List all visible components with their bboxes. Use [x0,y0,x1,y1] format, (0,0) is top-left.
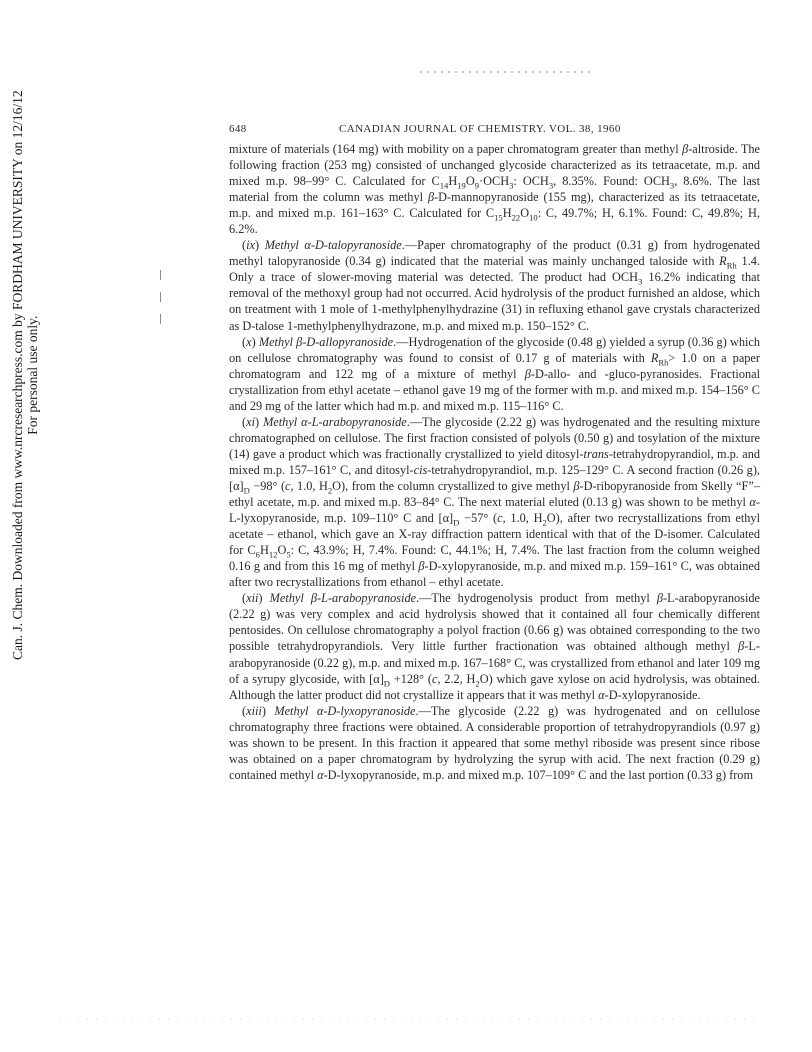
watermark-line-usage: For personal use only. [25,315,40,435]
article-body [229,141,760,783]
page-number: 648 [229,123,247,135]
download-watermark [10,90,40,660]
running-head: CANADIAN JOURNAL OF CHEMISTRY. VOL. 38, 1960 [339,123,621,135]
paragraph-continuation: mixture of materials (164 mg) with mobility on a paper chromatogram greater than methyl β-altroside. The following fraction (253 mg) consisted of unchanged glycoside characterized as its tetraacetate, m.p. and mixed m.p. 98–99° C. Calculated for $C_{14}H_{19}O_9\cdot OCH_3$: $OCH_3$, 8.35%. Found: $OCH_3$, 8.6%. The last material from the column was methyl β-D-mannopyranoside (155 mg), characterized as its tetraacetate, m.p. and mixed m.p. 161–163° C. Calculated for $C_{15}H_{22}O_{10}$: C, 49.7%; H, 6.1%. Found: C, 49.8%; H, 6.2%. [229,142,760,237]
paragraph-lyxopyranoside: (xiii) Methyl α-D-lyxopyranoside.—The glycoside (2.22 g) was hydrogenated and on cellulose chromatography three fractions were obtained. A considerable proportion of tetrahydropyrandiols (0.97 g) was shown to be present. In this fraction it appeared that some methyl riboside was present since ribose was obtained on a paper chromatogram by hydrolyzing the syrup with acid. The next fraction (0.29 g) contained methyl α-D-lyxopyranoside, m.p. and mixed m.p. 107–109° C and the last portion (0.33 g) from [229,703,761,782]
paragraph-alpha-arabopyranoside: (xi) Methyl α-L-arabopyranoside.—The glycoside (2.22 g) was hydrogenated and the resulting mixture chromatographed on cellulose. The first fraction consisted of polyols (0.50 g) and tosylation of the mixture (14) gave a product which was fractionally crystallized to yield ditosyl-trans-tetrahydropyrandiol, m.p. and mixed m.p. 157–161° C, and ditosyl-cis-tetrahydropyrandiol, m.p. 125–129° C. A second fraction (0.26 g), $[\alpha]_D -98^\circ$ (c, 1.0, $H_2O$), from the column crystallized to give methyl β-D-ribopyranoside from Skelly “F”–ethyl acetate, m.p. and mixed m.p. 83–84° C. The next material eluted (0.13 g) was shown to be methyl α-L-lyxopyranoside, m.p. 109–110° C and $[\alpha]_D -57^\circ$ (c, 1.0, $H_2O$), after two recrystallizations from ethyl acetate – ethanol, which gave an X-ray diffraction pattern identical with that of the D-isomer. Calculated for $C_6H_{12}O_5$: C, 43.9%; H, 7.4%. Found: C, 44.1%; H, 7.4%. The last fraction from the column weighed 0.16 g and from this 16 mg of methyl β-D-xylopyranoside, m.p. and mixed m.p. 159–161° C, was obtained after two recrystallizations from ethanol – ethyl acetate. [229,414,761,590]
watermark-line-source: Can. J. Chem. Downloaded from www.nrcresearchpress.com by FORDHAM UNIVERSITY on 12/16/12 [10,90,25,660]
scan-artifact-bottom [60,1018,760,1020]
paragraph-allopyranoside: (x) Methyl β-D-allopyranoside.—Hydrogenation of the glycoside (0.48 g) yielded a syrup (0.36 g) which on cellulose chromatography was found to consist of 0.17 g of materials with $R_{Rh}> 1.0$ on a paper chromatogram and 122 mg of a mixture of methyl β-D-allo- and -gluco-pyranosides. Fractional crystallization from ethyl acetate – ethanol gave 19 mg of the former with m.p. and mixed m.p. 154–156° C and 29 mg of the latter which had m.p. and mixed m.p. 115–116° C. [229,334,761,413]
paragraph-beta-arabopyranoside: (xii) Methyl β-L-arabopyranoside.—The hydrogenolysis product from methyl β-L-arabopyranoside (2.22 g) was very complex and acid hydrolysis showed that it contained all four chemically different pentosides. On cellulose chromatography a polyol fraction (0.66 g) was obtained corresponding to the two possible tetrahydropyrandiols. Very little further fractionation was obtained although methyl β-L-arabopyranoside (0.22 g), m.p. and mixed m.p. 167–168° C, was crystallized from ethanol and later 109 mg of a syrupy glycoside, with $[\alpha]_D +128^\circ$ (c, 2.2, $H_2O$) which gave xylose on acid hydrolysis, was obtained. Although the latter product did not crystallize it appears that it was methyl α-D-xylopyranoside. [229,591,760,702]
paragraph-talopyranoside: (ix) Methyl α-D-talopyranoside.—Paper chromatography of the product (0.31 g) from hydrogenated methyl talopyranoside (0.34 g) indicated that the material was mainly unchanged taloside with $R_{Rh}$ 1.4. Only a trace of slower-moving material was detected. The product had $OCH_3$ 16.2% indicating that removal of the methoxyl group had not occurred. Acid hydrolysis of the product furnished an aldose, which on treatment with 1 mole of 1-methylphenylhydrazine (31) in refluxing ethanol gave crystals characterized as D-talose 1-methylphenylhydrazone, m.p. and mixed m.p. 150–152° C. [229,238,761,333]
scan-artifact [420,71,590,73]
gutter-marks [160,270,162,330]
